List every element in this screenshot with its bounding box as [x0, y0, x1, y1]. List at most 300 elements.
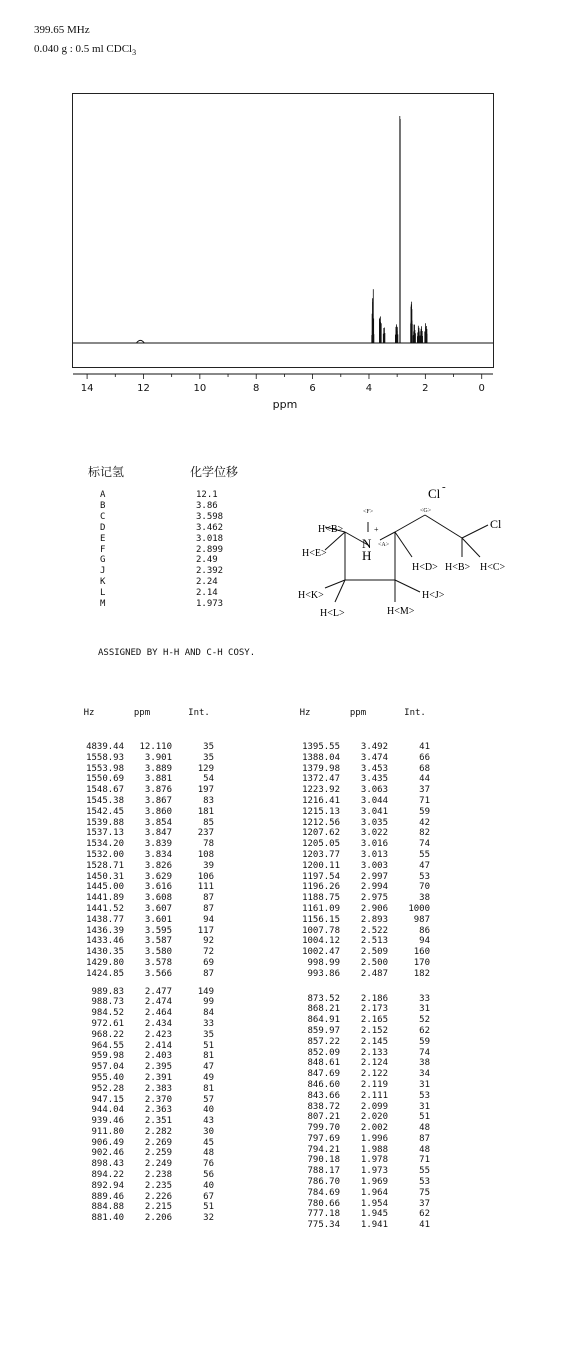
peak-int: 30 [203, 1126, 214, 1137]
molecule-bonds [325, 515, 488, 602]
table-row [66, 1095, 226, 1106]
peak-hz: 1441.52 [86, 903, 124, 914]
peak-ppm: 3.629 [144, 871, 172, 882]
peak-ppm: 3.860 [144, 806, 172, 817]
table-row [66, 774, 226, 785]
peak-hz: 848.61 [307, 1058, 340, 1069]
peak-hz: 790.18 [307, 1155, 340, 1166]
table-row [66, 753, 226, 764]
peak-hz: 1002.47 [302, 947, 340, 958]
peak-ppm: 3.022 [360, 828, 388, 839]
peak-ppm: 2.522 [360, 925, 388, 936]
assignment-header-shift: 化学位移 [190, 465, 239, 479]
peak-int: 106 [197, 871, 214, 882]
counter-ion: Cl [428, 486, 441, 501]
peak-int: 53 [419, 1090, 430, 1101]
peak-ppm: 3.435 [360, 774, 388, 785]
x-tick-label: 10 [193, 383, 207, 394]
peak-hz: 4839.44 [86, 742, 124, 752]
peak-int: 237 [197, 828, 214, 839]
peak-rows-left-top [66, 742, 226, 980]
table-row [282, 839, 442, 850]
peak-ppm: 2.124 [360, 1058, 388, 1069]
table-row [66, 915, 226, 926]
assignment-shift: 3.462 [196, 522, 224, 533]
peak-hz: 868.21 [307, 1004, 340, 1015]
peak-hz: 1007.78 [302, 925, 340, 936]
peak-hz: 838.72 [307, 1101, 340, 1112]
peak-int: 81 [203, 1051, 214, 1062]
table-row [282, 1209, 442, 1220]
peak-int: 51 [419, 1112, 430, 1123]
assignment-label: E [100, 533, 106, 544]
peak-hz: 957.04 [91, 1062, 124, 1073]
peak-hz: 1205.05 [302, 839, 340, 850]
peak-hz: 1372.47 [302, 774, 340, 785]
peak-ppm: 1.996 [360, 1133, 388, 1144]
peak-ppm: 2.509 [360, 947, 388, 958]
peak-int: 42 [419, 817, 430, 828]
table-row [66, 1202, 226, 1213]
table-row [282, 807, 442, 818]
table-row [66, 1148, 226, 1159]
peak-hz: 1553.98 [86, 763, 124, 774]
assignment-label: D [100, 522, 106, 533]
table-row [282, 926, 442, 937]
table-row [66, 742, 226, 753]
table-row [282, 1199, 442, 1210]
peak-ppm: 2.474 [144, 997, 172, 1008]
peak-int: 59 [419, 1036, 430, 1047]
assignment-shift: 2.14 [196, 588, 218, 599]
peak-hz: 892.94 [91, 1180, 124, 1191]
peak-ppm: 1.988 [360, 1144, 388, 1155]
peak-int: 35 [203, 752, 214, 763]
atom-label-cl: Cl [490, 517, 502, 531]
peak-int: 41 [419, 1220, 430, 1231]
assignment-row [100, 534, 223, 545]
peak-table-left [66, 708, 226, 1224]
peak-ppm: 3.016 [360, 839, 388, 850]
peak-hz: 1212.56 [302, 817, 340, 828]
peak-int: 71 [419, 1155, 430, 1166]
peak-hz: 902.46 [91, 1148, 124, 1159]
peak-int: 87 [203, 968, 214, 979]
table-row [66, 1159, 226, 1170]
bond [462, 538, 480, 557]
bond [395, 532, 412, 557]
peak-int: 111 [197, 882, 214, 893]
col-header-int: Int. [404, 708, 426, 718]
table-row [282, 904, 442, 915]
table-row [66, 1019, 226, 1030]
table-row [66, 987, 226, 998]
n-charge: + [374, 525, 379, 534]
nmr-spectrum-chart [0, 0, 570, 420]
peak-int: 84 [203, 1008, 214, 1019]
peak-hz: 1223.92 [302, 785, 340, 796]
peak-int: 35 [203, 742, 214, 752]
peak-ppm: 3.608 [144, 893, 172, 904]
x-tick-label: 12 [137, 383, 150, 394]
peak-hz: 775.34 [307, 1220, 340, 1231]
peak-hz: 1395.55 [302, 742, 340, 752]
assignment-shift: 2.49 [196, 555, 218, 566]
peak-int: 94 [203, 914, 214, 925]
peak-ppm: 2.186 [360, 993, 388, 1004]
peak-int: 51 [203, 1202, 214, 1213]
table-row [282, 915, 442, 926]
peak-ppm: 3.889 [144, 763, 172, 774]
table-row [66, 796, 226, 807]
peak-int: 66 [419, 752, 430, 763]
counter-ion-charge: - [442, 481, 446, 493]
table-row [282, 1091, 442, 1102]
peak-int: 35 [203, 1029, 214, 1040]
peak-rows-right-bottom [282, 994, 442, 1232]
peak-ppm: 3.566 [144, 968, 172, 979]
peak-rows-right-top [282, 742, 442, 980]
peak-hz: 984.52 [91, 1008, 124, 1019]
peak-hz: 1379.98 [302, 763, 340, 774]
table-row [66, 958, 226, 969]
assignment-row [100, 501, 223, 512]
peak-int: 47 [203, 1062, 214, 1073]
peak-ppm: 1.973 [360, 1166, 388, 1177]
peak-hz: 1196.26 [302, 882, 340, 893]
peak-hz: 959.98 [91, 1051, 124, 1062]
peak-hz: 947.15 [91, 1094, 124, 1105]
peak-hz: 884.88 [91, 1202, 124, 1213]
table-row [66, 785, 226, 796]
peak-hz: 1542.45 [86, 806, 124, 817]
peak-ppm: 2.513 [360, 936, 388, 947]
peak-int: 32 [203, 1213, 214, 1224]
peak-ppm: 2.351 [144, 1116, 172, 1127]
peak-int: 117 [197, 925, 214, 936]
table-row [66, 872, 226, 883]
table-row [282, 994, 442, 1005]
peak-ppm: 2.391 [144, 1072, 172, 1083]
table-row [66, 969, 226, 980]
peak-int: 87 [419, 1133, 430, 1144]
peak-hz: 1558.93 [86, 752, 124, 763]
peak-ppm: 3.013 [360, 849, 388, 860]
peak-hz: 1197.54 [302, 871, 340, 882]
peak-ppm: 3.854 [144, 817, 172, 828]
table-row [282, 764, 442, 775]
atom-label-hc: H<C> [480, 562, 506, 573]
peak-ppm: 2.206 [144, 1213, 172, 1224]
peak-hz: 1436.39 [86, 925, 124, 936]
peak-int: 55 [419, 849, 430, 860]
atom-label-hm: H<M> [387, 606, 415, 617]
peak-int: 149 [197, 986, 214, 997]
table-row [282, 1037, 442, 1048]
assignment-row [100, 523, 223, 534]
peak-hz: 952.28 [91, 1083, 124, 1094]
peak-ppm: 3.826 [144, 860, 172, 871]
peak-ppm: 2.477 [144, 986, 172, 997]
peak-int: 40 [203, 1105, 214, 1116]
bond [395, 515, 425, 532]
table-row [282, 1069, 442, 1080]
atom-label-a: <A> [378, 542, 390, 548]
table-row [66, 818, 226, 829]
peak-hz: 786.70 [307, 1177, 340, 1188]
peak-ppm: 2.020 [360, 1112, 388, 1123]
peak-hz: 1203.77 [302, 849, 340, 860]
atom-label-hj: H<J> [422, 590, 445, 601]
peak-ppm: 2.249 [144, 1159, 172, 1170]
peak-ppm: 3.035 [360, 817, 388, 828]
table-row [66, 1062, 226, 1073]
peak-hz: 1548.67 [86, 785, 124, 796]
assignment-label: G [100, 555, 106, 566]
table-row [282, 828, 442, 839]
assignment-label: A [100, 490, 106, 500]
x-tick-label: 0 [478, 383, 485, 394]
bond [462, 525, 488, 538]
peak-int: 78 [203, 839, 214, 850]
peak-hz: 1539.88 [86, 817, 124, 828]
assignment-row [100, 566, 223, 577]
table-row [66, 850, 226, 861]
peak-ppm: 1.945 [360, 1209, 388, 1220]
table-row [282, 1177, 442, 1188]
atom-label-hk: H<K> [298, 590, 324, 601]
peak-int: 40 [203, 1180, 214, 1191]
peak-int: 86 [419, 925, 430, 936]
assignment-row [100, 577, 223, 588]
assignment-label: K [100, 577, 106, 588]
table-row [66, 807, 226, 818]
peak-ppm: 2.363 [144, 1105, 172, 1116]
spectrometer-frequency: 399.65 MHz [34, 24, 90, 36]
peak-hz: 972.61 [91, 1018, 124, 1029]
peak-hz: 1429.80 [86, 957, 124, 968]
peak-int: 108 [197, 849, 214, 860]
peak-hz: 1200.11 [302, 860, 340, 871]
table-row [66, 1116, 226, 1127]
peak-ppm: 3.003 [360, 860, 388, 871]
table-row [282, 1134, 442, 1145]
col-header-ppm: ppm [133, 708, 151, 718]
peak-ppm: 2.145 [360, 1036, 388, 1047]
assignment-row [100, 545, 223, 556]
peak-hz: 881.40 [91, 1213, 124, 1224]
peak-ppm: 3.867 [144, 795, 172, 806]
peak-ppm: 2.119 [360, 1079, 388, 1090]
peak-ppm: 3.587 [144, 936, 172, 947]
peak-hz: 799.70 [307, 1123, 340, 1134]
peak-int: 75 [419, 1187, 430, 1198]
peak-ppm: 3.834 [144, 849, 172, 860]
assignment-label: J [100, 566, 106, 577]
peak-int: 99 [203, 997, 214, 1008]
table-row [282, 818, 442, 829]
peak-hz: 989.83 [91, 986, 124, 997]
peak-hz: 777.18 [307, 1209, 340, 1220]
bond [395, 580, 420, 592]
peak-ppm: 2.282 [144, 1126, 172, 1137]
peak-hz: 1545.38 [86, 795, 124, 806]
table-row [282, 1026, 442, 1037]
table-row [282, 958, 442, 969]
peak-ppm: 2.133 [360, 1047, 388, 1058]
peak-int: 68 [419, 763, 430, 774]
peak-ppm: 1.941 [360, 1220, 388, 1231]
peak-int: 33 [419, 993, 430, 1004]
peak-hz: 968.22 [91, 1029, 124, 1040]
peak-int: 56 [203, 1170, 214, 1181]
peak-int: 31 [419, 1004, 430, 1015]
assignment-row [100, 588, 223, 599]
table-row [66, 904, 226, 915]
assignment-shift: 3.598 [196, 511, 224, 522]
peak-ppm: 2.173 [360, 1004, 388, 1015]
peak-int: 31 [419, 1079, 430, 1090]
assignment-shift: 1.973 [196, 599, 224, 610]
col-header-hz: Hz [83, 708, 95, 718]
peak-ppm: 3.063 [360, 785, 388, 796]
peak-ppm: 2.434 [144, 1018, 172, 1029]
atom-label-f: <F> [363, 509, 374, 515]
peak-int: 69 [203, 957, 214, 968]
table-row [66, 1008, 226, 1019]
peak-int: 55 [419, 1166, 430, 1177]
peak-hz: 1433.46 [86, 936, 124, 947]
peak-ppm: 3.595 [144, 925, 172, 936]
col-header-ppm: ppm [349, 708, 367, 718]
assignment-row [100, 599, 223, 610]
table-row [282, 850, 442, 861]
peak-ppm: 3.474 [360, 752, 388, 763]
table-row [282, 785, 442, 796]
peak-hz: 998.99 [307, 957, 340, 968]
table-row [66, 1105, 226, 1116]
peak-hz: 784.69 [307, 1187, 340, 1198]
peak-hz: 1004.12 [302, 936, 340, 947]
peak-hz: 852.09 [307, 1047, 340, 1058]
peak-hz: 964.55 [91, 1040, 124, 1051]
table-row [282, 1112, 442, 1123]
table-row [282, 1080, 442, 1091]
peak-int: 37 [419, 1198, 430, 1209]
table-row [66, 1192, 226, 1203]
peak-int: 987 [413, 914, 430, 925]
table-row [282, 1048, 442, 1059]
peak-hz: 1161.09 [302, 903, 340, 914]
x-tick-label: 6 [309, 383, 316, 394]
sample-concentration-text: 0.040 g : 0.5 ml CDCl [34, 43, 133, 55]
table-row [66, 893, 226, 904]
peak-int: 62 [419, 1025, 430, 1036]
peak-int: 48 [203, 1148, 214, 1159]
peak-int: 59 [419, 806, 430, 817]
peak-ppm: 2.152 [360, 1025, 388, 1036]
assignment-label: B [100, 500, 106, 511]
table-row [66, 1127, 226, 1138]
sample-concentration-subscript: 3 [132, 48, 137, 58]
assignment-shift: 2.899 [196, 544, 224, 555]
table-row [282, 947, 442, 958]
peak-int: 71 [419, 795, 430, 806]
table-row [66, 1181, 226, 1192]
peak-int: 81 [203, 1083, 214, 1094]
peak-hz: 898.43 [91, 1159, 124, 1170]
table-row [282, 872, 442, 883]
peak-ppm: 1.978 [360, 1155, 388, 1166]
peak-hz: 939.46 [91, 1116, 124, 1127]
peak-int: 31 [419, 1101, 430, 1112]
atom-label-he: H<E> [302, 548, 327, 559]
peak-hz: 807.21 [307, 1112, 340, 1123]
table-row [66, 1051, 226, 1062]
assignment-row [100, 512, 223, 523]
peak-ppm: 2.464 [144, 1008, 172, 1019]
atom-label-hb: H<B> [318, 524, 344, 535]
peak-ppm: 3.876 [144, 785, 172, 796]
peak-int: 87 [203, 903, 214, 914]
peak-hz: 1207.62 [302, 828, 340, 839]
peak-hz: 894.22 [91, 1170, 124, 1181]
peak-int: 76 [203, 1159, 214, 1170]
peak-int: 52 [419, 1015, 430, 1026]
peak-ppm: 2.226 [144, 1191, 172, 1202]
assignment-label: M [100, 599, 106, 610]
table-row [282, 1058, 442, 1069]
peak-hz: 1532.00 [86, 849, 124, 860]
table-row [282, 1155, 442, 1166]
peak-rows-left-bottom [66, 987, 226, 1225]
peak-int: 85 [203, 817, 214, 828]
x-tick-label: 2 [422, 383, 429, 394]
peak-int: 72 [203, 947, 214, 958]
peak-hz: 1216.41 [302, 795, 340, 806]
peak-int: 49 [203, 1072, 214, 1083]
peak-int: 33 [203, 1018, 214, 1029]
peak-hz: 911.80 [91, 1126, 124, 1137]
peak-hz: 1537.13 [86, 828, 124, 839]
peak-ppm: 2.423 [144, 1029, 172, 1040]
peak-int: 43 [203, 1116, 214, 1127]
bond [380, 532, 395, 540]
assignment-label: F [100, 544, 106, 555]
peak-int: 34 [419, 1069, 430, 1080]
peak-hz: 797.69 [307, 1133, 340, 1144]
peak-hz: 1430.35 [86, 947, 124, 958]
peak-int: 41 [419, 742, 430, 752]
peak-int: 67 [203, 1191, 214, 1202]
atom-label-h: H [362, 548, 372, 563]
table-row [66, 1073, 226, 1084]
peak-int: 44 [419, 774, 430, 785]
assignment-shift: 2.24 [196, 577, 218, 588]
peak-int: 57 [203, 1094, 214, 1105]
peak-hz: 847.69 [307, 1069, 340, 1080]
peak-ppm: 3.601 [144, 914, 172, 925]
table-row [66, 1170, 226, 1181]
peak-hz: 1450.31 [86, 871, 124, 882]
peak-int: 51 [203, 1040, 214, 1051]
peak-ppm: 2.238 [144, 1170, 172, 1181]
table-row [66, 828, 226, 839]
peak-ppm: 2.259 [144, 1148, 172, 1159]
table-row [66, 861, 226, 872]
peak-int: 74 [419, 1047, 430, 1058]
peak-hz: 1388.04 [302, 752, 340, 763]
